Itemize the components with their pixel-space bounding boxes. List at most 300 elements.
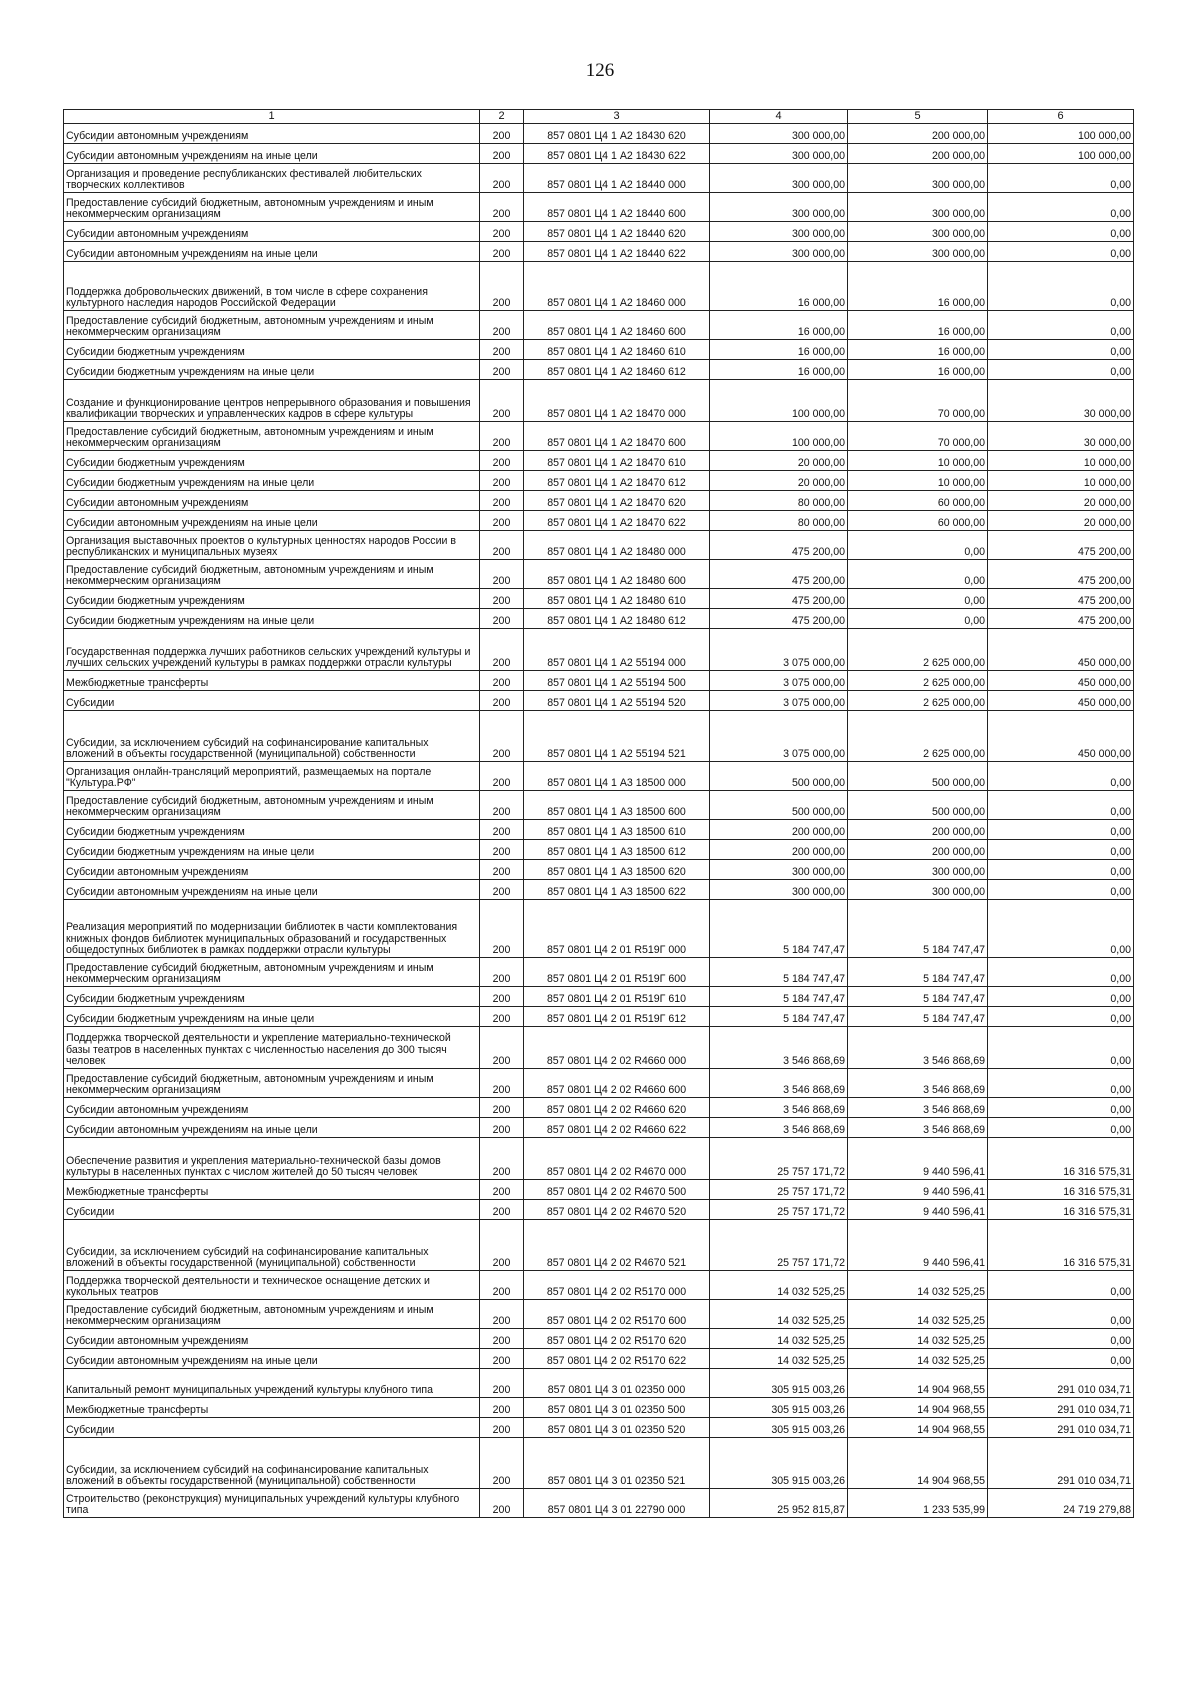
row-value-6: 0,00	[988, 880, 1134, 900]
row-code: 857 0801 Ц4 2 02 R4660 620	[524, 1098, 710, 1118]
row-value-4: 475 200,00	[710, 560, 848, 589]
row-col2: 200	[480, 560, 524, 589]
table-row	[64, 589, 1134, 609]
row-value-5: 14 904 968,55	[848, 1398, 988, 1418]
table-row	[64, 531, 1134, 560]
row-value-5: 9 440 596,41	[848, 1200, 988, 1220]
header-cell: 3	[524, 110, 710, 124]
header-row	[64, 110, 1134, 124]
row-code: 857 0801 Ц4 1 А3 18500 622	[524, 880, 710, 900]
row-name: Субсидии, за исключением субсидий на софинансирование капитальных вложений в объекты государственной (муниципальной) собственности	[64, 1220, 480, 1271]
row-col2: 200	[480, 1118, 524, 1138]
table-row	[64, 1398, 1134, 1418]
row-code: 857 0801 Ц4 2 02 R5170 622	[524, 1349, 710, 1369]
table-row	[64, 629, 1134, 671]
row-value-5: 14 904 968,55	[848, 1369, 988, 1398]
row-value-4: 25 757 171,72	[710, 1180, 848, 1200]
row-value-4: 3 546 868,69	[710, 1118, 848, 1138]
row-value-5: 9 440 596,41	[848, 1138, 988, 1180]
table-row	[64, 762, 1134, 791]
row-value-4: 300 000,00	[710, 222, 848, 242]
row-name: Предоставление субсидий бюджетным, автономным учреждениям и иным некоммерческим организациям	[64, 791, 480, 820]
row-value-5: 3 546 868,69	[848, 1098, 988, 1118]
row-value-4: 300 000,00	[710, 144, 848, 164]
row-value-4: 5 184 747,47	[710, 987, 848, 1007]
table-body	[64, 124, 1134, 1518]
row-col2: 200	[480, 762, 524, 791]
row-code: 857 0801 Ц4 2 02 R4670 000	[524, 1138, 710, 1180]
row-name: Государственная поддержка лучших работников сельских учреждений культуры и лучших сельских учреждений культуры в рамках поддержки отрасли культуры	[64, 629, 480, 671]
row-value-6: 0,00	[988, 840, 1134, 860]
row-value-6: 100 000,00	[988, 124, 1134, 144]
row-code: 857 0801 Ц4 1 А2 18460 612	[524, 360, 710, 380]
row-code: 857 0801 Ц4 2 02 R5170 620	[524, 1329, 710, 1349]
row-code: 857 0801 Ц4 1 А3 18500 612	[524, 840, 710, 860]
row-value-5: 2 625 000,00	[848, 711, 988, 762]
row-value-5: 70 000,00	[848, 380, 988, 422]
row-name: Субсидии бюджетным учреждениям на иные цели	[64, 1007, 480, 1027]
table-row	[64, 900, 1134, 958]
row-name: Межбюджетные трансферты	[64, 1398, 480, 1418]
row-name: Субсидии автономным учреждениям на иные цели	[64, 511, 480, 531]
row-col2: 200	[480, 691, 524, 711]
row-code: 857 0801 Ц4 2 01 R519Г 000	[524, 900, 710, 958]
header-cell: 6	[988, 110, 1134, 124]
row-value-6: 291 010 034,71	[988, 1369, 1134, 1398]
table-row	[64, 311, 1134, 340]
row-code: 857 0801 Ц4 2 02 R5170 600	[524, 1300, 710, 1329]
row-value-5: 0,00	[848, 589, 988, 609]
row-value-6: 0,00	[988, 360, 1134, 380]
row-col2: 200	[480, 840, 524, 860]
row-name: Субсидии, за исключением субсидий на софинансирование капитальных вложений в объекты государственной (муниципальной) собственности	[64, 711, 480, 762]
row-value-4: 200 000,00	[710, 820, 848, 840]
row-col2: 200	[480, 1398, 524, 1418]
row-name: Предоставление субсидий бюджетным, автономным учреждениям и иным некоммерческим организациям	[64, 1300, 480, 1329]
row-col2: 200	[480, 1329, 524, 1349]
row-value-6: 16 316 575,31	[988, 1180, 1134, 1200]
table-row	[64, 511, 1134, 531]
table-row	[64, 422, 1134, 451]
row-value-6: 0,00	[988, 193, 1134, 222]
row-name: Субсидии автономным учреждениям	[64, 491, 480, 511]
row-value-6: 475 200,00	[988, 560, 1134, 589]
row-value-6: 16 316 575,31	[988, 1220, 1134, 1271]
table-row	[64, 471, 1134, 491]
row-value-4: 305 915 003,26	[710, 1418, 848, 1438]
row-code: 857 0801 Ц4 1 А2 18470 000	[524, 380, 710, 422]
row-col2: 200	[480, 1489, 524, 1518]
row-col2: 200	[480, 671, 524, 691]
row-code: 857 0801 Ц4 1 А2 18430 620	[524, 124, 710, 144]
row-value-4: 475 200,00	[710, 531, 848, 560]
row-name: Субсидии автономным учреждениям на иные цели	[64, 1349, 480, 1369]
row-value-5: 9 440 596,41	[848, 1180, 988, 1200]
row-value-5: 14 904 968,55	[848, 1438, 988, 1489]
row-value-6: 20 000,00	[988, 491, 1134, 511]
row-col2: 200	[480, 589, 524, 609]
row-code: 857 0801 Ц4 2 01 R519Г 600	[524, 958, 710, 987]
row-code: 857 0801 Ц4 1 А2 18470 600	[524, 422, 710, 451]
row-value-4: 500 000,00	[710, 762, 848, 791]
row-col2: 200	[480, 491, 524, 511]
row-value-5: 14 032 525,25	[848, 1300, 988, 1329]
row-name: Реализация мероприятий по модернизации библиотек в части комплектования книжных фондов библиотек муниципальных образований и государственных общедоступных библиотек в рамках поддержки отрасли культуры	[64, 900, 480, 958]
row-name: Субсидии автономным учреждениям на иные цели	[64, 1118, 480, 1138]
row-col2: 200	[480, 311, 524, 340]
row-value-4: 5 184 747,47	[710, 900, 848, 958]
row-value-4: 25 952 815,87	[710, 1489, 848, 1518]
row-col2: 200	[480, 1200, 524, 1220]
row-col2: 200	[480, 144, 524, 164]
row-col2: 200	[480, 1349, 524, 1369]
row-code: 857 0801 Ц4 1 А2 18480 600	[524, 560, 710, 589]
row-value-5: 2 625 000,00	[848, 629, 988, 671]
row-code: 857 0801 Ц4 1 А2 55194 521	[524, 711, 710, 762]
row-value-4: 300 000,00	[710, 860, 848, 880]
row-code: 857 0801 Ц4 2 02 R5170 000	[524, 1271, 710, 1300]
table-row	[64, 840, 1134, 860]
table-row	[64, 820, 1134, 840]
row-name: Поддержка добровольческих движений, в том числе в сфере сохранения культурного наследия народов Российской Федерации	[64, 262, 480, 311]
row-code: 857 0801 Ц4 1 А3 18500 620	[524, 860, 710, 880]
row-value-4: 14 032 525,25	[710, 1329, 848, 1349]
table-row	[64, 451, 1134, 471]
row-col2: 200	[480, 422, 524, 451]
table-row	[64, 1418, 1134, 1438]
row-name: Субсидии	[64, 1418, 480, 1438]
row-value-5: 3 546 868,69	[848, 1069, 988, 1098]
row-code: 857 0801 Ц4 2 02 R4670 521	[524, 1220, 710, 1271]
row-code: 857 0801 Ц4 3 01 22790 000	[524, 1489, 710, 1518]
table-row	[64, 1438, 1134, 1489]
row-value-6: 475 200,00	[988, 531, 1134, 560]
table-row	[64, 1200, 1134, 1220]
row-code: 857 0801 Ц4 1 А2 18440 000	[524, 164, 710, 193]
table-row	[64, 1220, 1134, 1271]
row-value-5: 2 625 000,00	[848, 691, 988, 711]
row-name: Предоставление субсидий бюджетным, автономным учреждениям и иным некоммерческим организациям	[64, 422, 480, 451]
row-value-5: 14 904 968,55	[848, 1418, 988, 1438]
row-value-5: 60 000,00	[848, 511, 988, 531]
header-cell: 4	[710, 110, 848, 124]
row-col2: 200	[480, 1271, 524, 1300]
row-code: 857 0801 Ц4 1 А2 18440 600	[524, 193, 710, 222]
row-name: Субсидии, за исключением субсидий на софинансирование капитальных вложений в объекты государственной (муниципальной) собственности	[64, 1438, 480, 1489]
row-col2: 200	[480, 791, 524, 820]
row-value-4: 3 546 868,69	[710, 1027, 848, 1069]
row-name: Субсидии	[64, 691, 480, 711]
row-code: 857 0801 Ц4 1 А3 18500 600	[524, 791, 710, 820]
row-value-6: 0,00	[988, 1098, 1134, 1118]
row-col2: 200	[480, 242, 524, 262]
table-row	[64, 360, 1134, 380]
row-value-6: 0,00	[988, 820, 1134, 840]
row-name: Межбюджетные трансферты	[64, 1180, 480, 1200]
row-col2: 200	[480, 511, 524, 531]
row-col2: 200	[480, 629, 524, 671]
table-row	[64, 880, 1134, 900]
table-row	[64, 144, 1134, 164]
row-name: Поддержка творческой деятельности и укрепление материально-технической базы театров в населенных пунктах с численностью населения до 300 тысяч человек	[64, 1027, 480, 1069]
row-col2: 200	[480, 164, 524, 193]
row-name: Субсидии бюджетным учреждениям	[64, 451, 480, 471]
table-row	[64, 1489, 1134, 1518]
row-value-5: 0,00	[848, 531, 988, 560]
row-col2: 200	[480, 471, 524, 491]
row-name: Обеспечение развития и укрепления материально-технической базы домов культуры в населенных пунктах с числом жителей до 50 тысяч человек	[64, 1138, 480, 1180]
row-col2: 200	[480, 880, 524, 900]
row-value-6: 30 000,00	[988, 422, 1134, 451]
row-col2: 200	[480, 380, 524, 422]
row-name: Строительство (реконструкция) муниципальных учреждений культуры клубного типа	[64, 1489, 480, 1518]
row-col2: 200	[480, 1027, 524, 1069]
row-value-4: 475 200,00	[710, 609, 848, 629]
row-value-6: 450 000,00	[988, 711, 1134, 762]
row-name: Организация и проведение республиканских фестивалей любительских творческих коллективов	[64, 164, 480, 193]
row-value-4: 25 757 171,72	[710, 1220, 848, 1271]
row-name: Субсидии бюджетным учреждениям	[64, 340, 480, 360]
row-value-6: 0,00	[988, 791, 1134, 820]
row-value-6: 100 000,00	[988, 144, 1134, 164]
row-code: 857 0801 Ц4 1 А3 18500 000	[524, 762, 710, 791]
row-value-4: 3 075 000,00	[710, 671, 848, 691]
table-row	[64, 1329, 1134, 1349]
row-code: 857 0801 Ц4 1 А2 18470 610	[524, 451, 710, 471]
row-value-6: 291 010 034,71	[988, 1398, 1134, 1418]
row-value-5: 3 546 868,69	[848, 1027, 988, 1069]
row-name: Предоставление субсидий бюджетным, автономным учреждениям и иным некоммерческим организациям	[64, 1069, 480, 1098]
row-value-6: 0,00	[988, 164, 1134, 193]
table-row	[64, 1180, 1134, 1200]
row-col2: 200	[480, 1369, 524, 1398]
table-row	[64, 609, 1134, 629]
row-col2: 200	[480, 1138, 524, 1180]
row-value-5: 16 000,00	[848, 311, 988, 340]
row-col2: 200	[480, 900, 524, 958]
table-row	[64, 1349, 1134, 1369]
row-value-6: 291 010 034,71	[988, 1418, 1134, 1438]
row-value-4: 305 915 003,26	[710, 1438, 848, 1489]
row-name: Субсидии автономным учреждениям	[64, 222, 480, 242]
header-cell: 2	[480, 110, 524, 124]
header-cell: 1	[64, 110, 480, 124]
row-value-4: 20 000,00	[710, 471, 848, 491]
row-name: Субсидии бюджетным учреждениям	[64, 987, 480, 1007]
row-col2: 200	[480, 1300, 524, 1329]
row-value-6: 0,00	[988, 958, 1134, 987]
table-row	[64, 242, 1134, 262]
row-name: Межбюджетные трансферты	[64, 671, 480, 691]
row-col2: 200	[480, 124, 524, 144]
row-value-6: 10 000,00	[988, 471, 1134, 491]
row-code: 857 0801 Ц4 1 А2 18460 610	[524, 340, 710, 360]
row-code: 857 0801 Ц4 1 А2 18430 622	[524, 144, 710, 164]
row-col2: 200	[480, 531, 524, 560]
row-col2: 200	[480, 262, 524, 311]
row-value-5: 500 000,00	[848, 762, 988, 791]
row-name: Субсидии бюджетным учреждениям на иные цели	[64, 471, 480, 491]
row-value-6: 0,00	[988, 987, 1134, 1007]
table-row	[64, 987, 1134, 1007]
row-value-6: 475 200,00	[988, 589, 1134, 609]
row-value-6: 0,00	[988, 311, 1134, 340]
row-value-6: 30 000,00	[988, 380, 1134, 422]
row-col2: 200	[480, 222, 524, 242]
row-value-6: 0,00	[988, 1069, 1134, 1098]
row-col2: 200	[480, 451, 524, 471]
row-code: 857 0801 Ц4 3 01 02350 521	[524, 1438, 710, 1489]
row-value-4: 25 757 171,72	[710, 1138, 848, 1180]
row-value-6: 450 000,00	[988, 671, 1134, 691]
table-row	[64, 340, 1134, 360]
row-name: Субсидии бюджетным учреждениям на иные цели	[64, 609, 480, 629]
row-value-4: 16 000,00	[710, 262, 848, 311]
row-value-4: 80 000,00	[710, 491, 848, 511]
row-name: Предоставление субсидий бюджетным, автономным учреждениям и иным некоммерческим организациям	[64, 560, 480, 589]
row-value-5: 500 000,00	[848, 791, 988, 820]
row-name: Капитальный ремонт муниципальных учреждений культуры клубного типа	[64, 1369, 480, 1398]
row-value-5: 200 000,00	[848, 144, 988, 164]
row-value-4: 14 032 525,25	[710, 1271, 848, 1300]
table-row	[64, 262, 1134, 311]
table-row	[64, 711, 1134, 762]
row-value-5: 5 184 747,47	[848, 1007, 988, 1027]
row-value-4: 300 000,00	[710, 242, 848, 262]
row-col2: 200	[480, 1098, 524, 1118]
row-name: Субсидии автономным учреждениям	[64, 860, 480, 880]
row-col2: 200	[480, 1418, 524, 1438]
row-value-4: 80 000,00	[710, 511, 848, 531]
row-col2: 200	[480, 1220, 524, 1271]
row-col2: 200	[480, 711, 524, 762]
row-code: 857 0801 Ц4 2 02 R4660 600	[524, 1069, 710, 1098]
row-code: 857 0801 Ц4 1 А2 18470 622	[524, 511, 710, 531]
row-value-6: 0,00	[988, 1027, 1134, 1069]
table-row	[64, 1271, 1134, 1300]
row-value-4: 300 000,00	[710, 193, 848, 222]
row-value-6: 0,00	[988, 762, 1134, 791]
row-value-5: 0,00	[848, 609, 988, 629]
row-value-6: 0,00	[988, 340, 1134, 360]
row-name: Субсидии бюджетным учреждениям на иные цели	[64, 840, 480, 860]
row-value-4: 100 000,00	[710, 422, 848, 451]
row-name: Организация онлайн-трансляций мероприятий, размещаемых на портале "Культура.РФ"	[64, 762, 480, 791]
row-value-4: 3 075 000,00	[710, 711, 848, 762]
row-col2: 200	[480, 360, 524, 380]
row-col2: 200	[480, 1069, 524, 1098]
table-row	[64, 791, 1134, 820]
row-value-5: 10 000,00	[848, 451, 988, 471]
row-name: Субсидии автономным учреждениям	[64, 1098, 480, 1118]
row-value-6: 0,00	[988, 1118, 1134, 1138]
row-value-5: 200 000,00	[848, 840, 988, 860]
table-row	[64, 1138, 1134, 1180]
row-value-6: 0,00	[988, 242, 1134, 262]
row-value-4: 3 075 000,00	[710, 691, 848, 711]
row-value-5: 14 032 525,25	[848, 1271, 988, 1300]
row-name: Организация выставочных проектов о культурных ценностях народов России в республиканских и муниципальных музеях	[64, 531, 480, 560]
row-value-4: 305 915 003,26	[710, 1398, 848, 1418]
row-value-4: 20 000,00	[710, 451, 848, 471]
row-code: 857 0801 Ц4 1 А2 18460 000	[524, 262, 710, 311]
row-name: Субсидии автономным учреждениям	[64, 1329, 480, 1349]
row-value-5: 300 000,00	[848, 880, 988, 900]
row-name: Субсидии автономным учреждениям на иные цели	[64, 880, 480, 900]
row-value-4: 3 546 868,69	[710, 1069, 848, 1098]
row-value-5: 14 032 525,25	[848, 1349, 988, 1369]
row-value-4: 100 000,00	[710, 380, 848, 422]
row-value-5: 16 000,00	[848, 340, 988, 360]
row-value-5: 300 000,00	[848, 860, 988, 880]
row-name: Субсидии бюджетным учреждениям	[64, 589, 480, 609]
header-cell: 5	[848, 110, 988, 124]
row-value-5: 5 184 747,47	[848, 987, 988, 1007]
row-value-6: 475 200,00	[988, 609, 1134, 629]
row-value-4: 5 184 747,47	[710, 958, 848, 987]
row-value-5: 5 184 747,47	[848, 900, 988, 958]
table-row	[64, 958, 1134, 987]
row-code: 857 0801 Ц4 1 А2 18480 000	[524, 531, 710, 560]
row-value-6: 0,00	[988, 860, 1134, 880]
row-name: Субсидии автономным учреждениям на иные цели	[64, 242, 480, 262]
row-value-5: 300 000,00	[848, 193, 988, 222]
row-code: 857 0801 Ц4 1 А2 18480 610	[524, 589, 710, 609]
row-value-6: 16 316 575,31	[988, 1200, 1134, 1220]
row-col2: 200	[480, 193, 524, 222]
row-value-4: 300 000,00	[710, 880, 848, 900]
row-code: 857 0801 Ц4 2 02 R4670 520	[524, 1200, 710, 1220]
row-code: 857 0801 Ц4 2 02 R4660 622	[524, 1118, 710, 1138]
row-value-4: 14 032 525,25	[710, 1349, 848, 1369]
row-name: Создание и функционирование центров непрерывного образования и повышения квалификации творческих и управленческих кадров в сфере культуры	[64, 380, 480, 422]
row-value-5: 5 184 747,47	[848, 958, 988, 987]
row-value-6: 0,00	[988, 1271, 1134, 1300]
row-col2: 200	[480, 987, 524, 1007]
row-value-4: 475 200,00	[710, 589, 848, 609]
row-value-5: 300 000,00	[848, 222, 988, 242]
row-code: 857 0801 Ц4 3 01 02350 500	[524, 1398, 710, 1418]
row-code: 857 0801 Ц4 1 А3 18500 610	[524, 820, 710, 840]
row-name: Поддержка творческой деятельности и техническое оснащение детских и кукольных театров	[64, 1271, 480, 1300]
row-name: Предоставление субсидий бюджетным, автономным учреждениям и иным некоммерческим организациям	[64, 311, 480, 340]
row-value-5: 2 625 000,00	[848, 671, 988, 691]
table-row	[64, 1069, 1134, 1098]
row-col2: 200	[480, 1180, 524, 1200]
row-value-5: 200 000,00	[848, 124, 988, 144]
row-value-4: 16 000,00	[710, 340, 848, 360]
row-col2: 200	[480, 340, 524, 360]
row-name: Субсидии	[64, 1200, 480, 1220]
row-name: Предоставление субсидий бюджетным, автономным учреждениям и иным некоммерческим организациям	[64, 193, 480, 222]
row-col2: 200	[480, 609, 524, 629]
page-number: 126	[585, 60, 615, 81]
row-value-6: 0,00	[988, 900, 1134, 958]
table-row	[64, 1027, 1134, 1069]
table-row	[64, 491, 1134, 511]
row-code: 857 0801 Ц4 2 01 R519Г 612	[524, 1007, 710, 1027]
row-code: 857 0801 Ц4 2 02 R4670 500	[524, 1180, 710, 1200]
row-value-5: 16 000,00	[848, 360, 988, 380]
table-row	[64, 1007, 1134, 1027]
table-row	[64, 193, 1134, 222]
row-value-6: 0,00	[988, 1349, 1134, 1369]
table-row	[64, 560, 1134, 589]
row-value-5: 0,00	[848, 560, 988, 589]
row-code: 857 0801 Ц4 1 А2 55194 000	[524, 629, 710, 671]
row-code: 857 0801 Ц4 2 01 R519Г 610	[524, 987, 710, 1007]
row-code: 857 0801 Ц4 1 А2 55194 520	[524, 691, 710, 711]
